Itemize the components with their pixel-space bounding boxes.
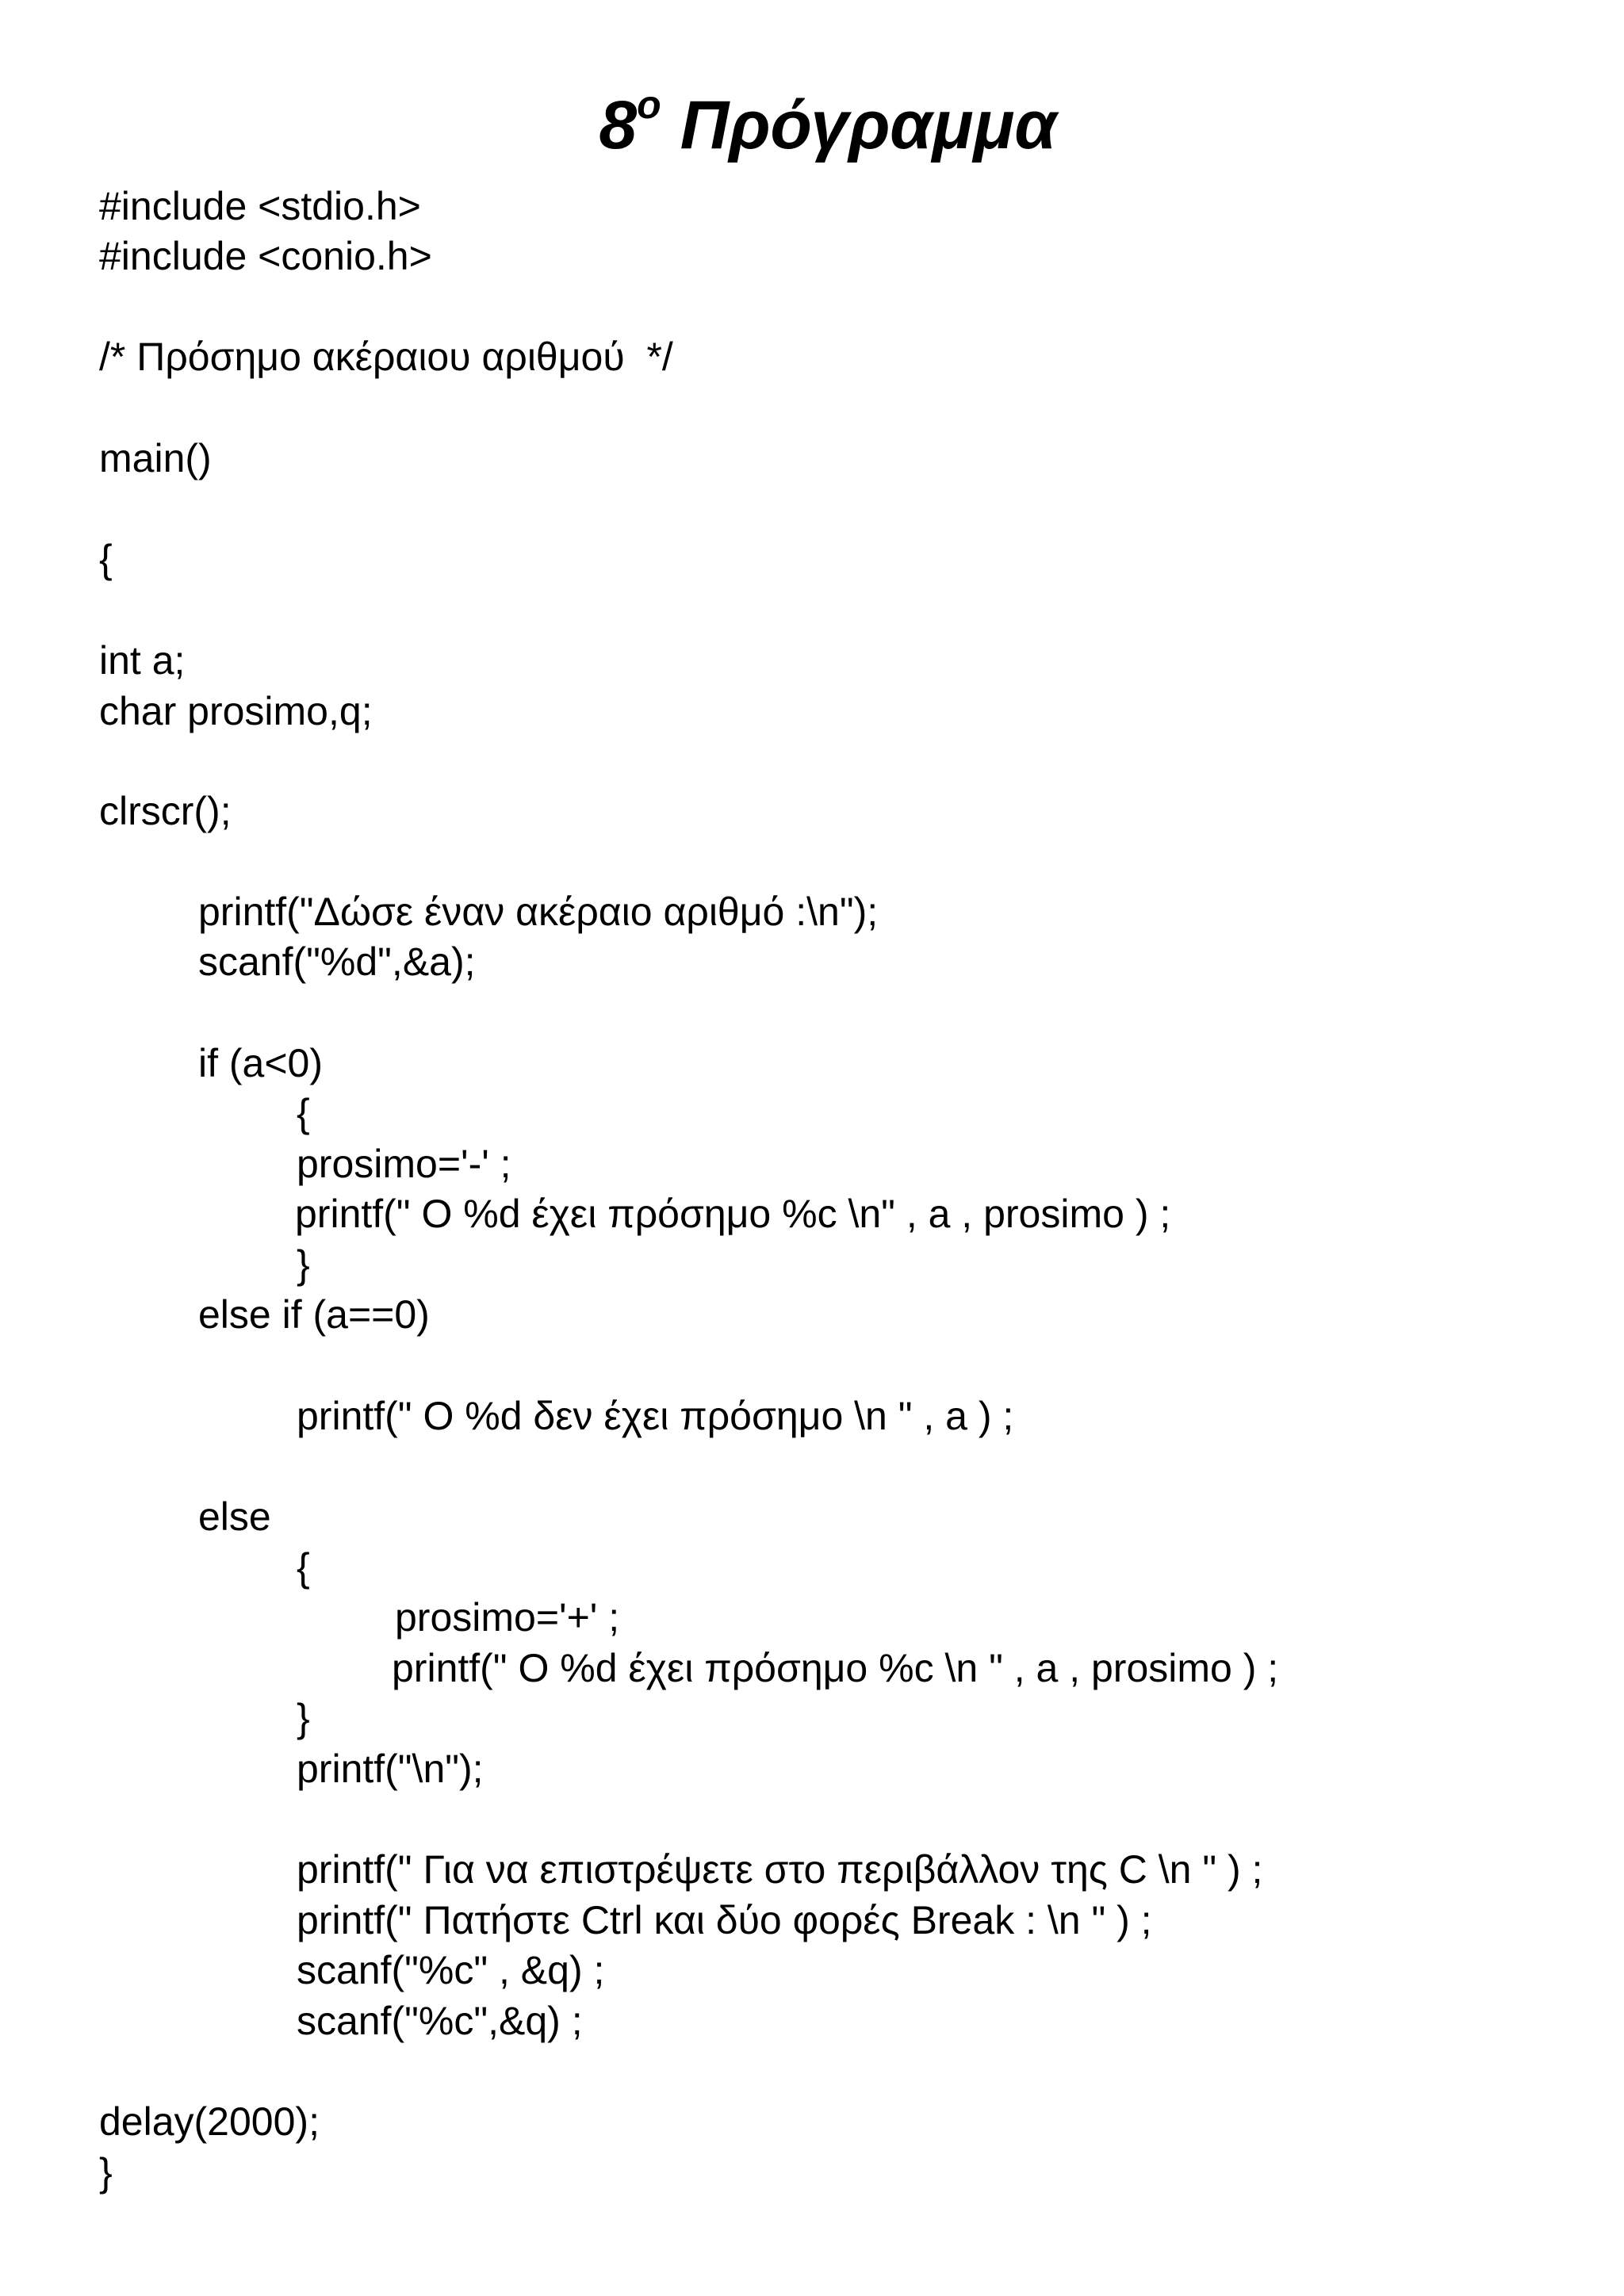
code-line: #include <stdio.h> (99, 184, 421, 228)
title-number: 8 (599, 87, 638, 163)
code-line: { (297, 1091, 310, 1135)
code-line: } (99, 2150, 113, 2195)
code-line: #include <conio.h> (99, 234, 432, 278)
code-line: delay(2000); (99, 2099, 320, 2144)
code-line: prosimo='+' ; (395, 1595, 620, 1640)
code-line: printf(" Για να επιστρέψετε στο περιβάλλον της C \n " ) ; (297, 1847, 1263, 1892)
page-title (0, 82, 1624, 163)
title-text: Πρόγραμμα (661, 87, 1057, 163)
code-line: printf(" O %d δεν έχει πρόσημο \n " , a ) ; (297, 1394, 1014, 1438)
code-line: else (198, 1494, 271, 1539)
code-line: clrscr(); (99, 789, 232, 833)
code-line: printf(" Πατήστε Ctrl και δύο φορές Break : \n " ) ; (297, 1898, 1152, 1942)
code-comment: /* Πρόσημο ακέραιου αριθμού */ (99, 335, 673, 379)
code-line: prosimo='-' ; (297, 1142, 511, 1186)
code-line: printf("\n"); (297, 1747, 484, 1791)
code-line: scanf("%c" , &q) ; (297, 1948, 605, 1992)
code-line: printf("Δώσε έναν ακέραιο αριθμό :\n"); (198, 890, 879, 934)
title-ordinal-superscript: ο (637, 82, 661, 127)
code-line: char prosimo,q; (99, 689, 373, 733)
code-line: if (a<0) (198, 1041, 324, 1085)
code-line: main() (99, 436, 212, 480)
code-line: { (297, 1545, 310, 1590)
code-line: else if (a==0) (198, 1292, 430, 1337)
code-line: int a; (99, 638, 186, 683)
code-line: printf(" O %d έχει πρόσημο %c \n" , a , prosimo ) ; (295, 1192, 1171, 1236)
code-line: } (297, 1242, 310, 1287)
code-line: scanf("%c",&q) ; (297, 1999, 583, 2043)
code-line: printf(" O %d έχει πρόσημο %c \n " , a , prosimo ) ; (392, 1646, 1279, 1690)
code-line: scanf("%d",&a); (198, 939, 476, 984)
code-line: { (99, 537, 113, 581)
code-line: } (297, 1696, 310, 1740)
